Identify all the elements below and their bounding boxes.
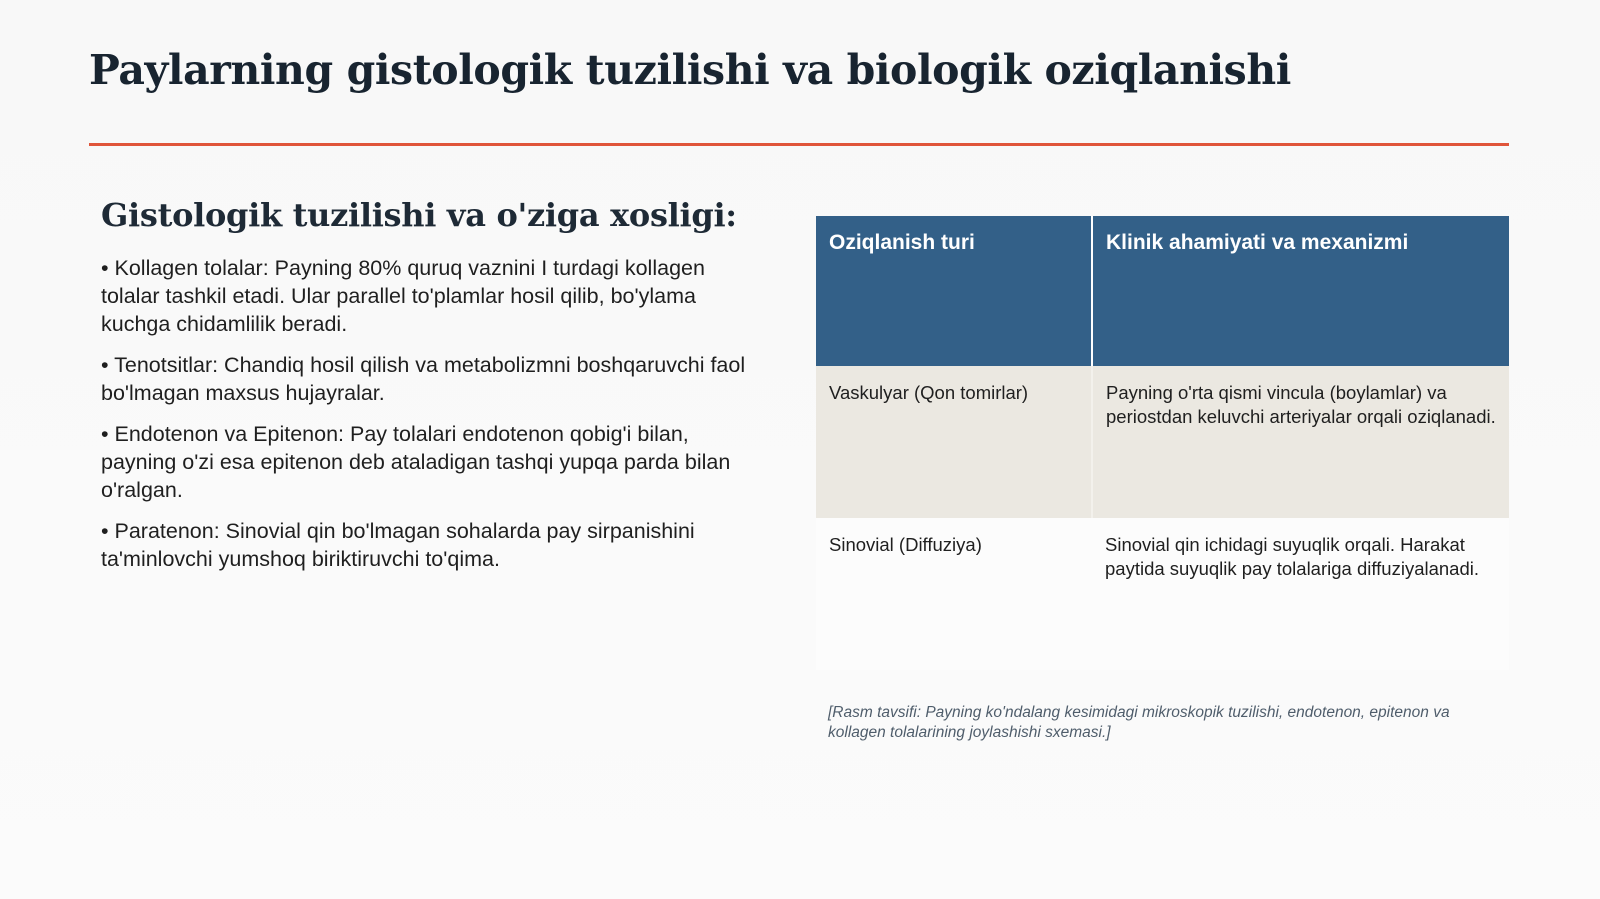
- table-cell: Payning o'rta qismi vincula (boylamlar) va periostdan keluvchi arteriyalar orqali oziqlanadi.: [1092, 366, 1509, 518]
- title-divider: [89, 143, 1509, 146]
- bullet-paratenon: • Paratenon: Sinovial qin bo'lmagan sohalarda pay sirpanishini ta'minlovchi yumshoq biriktiruvchi to'qima.: [101, 519, 695, 571]
- figure-caption: [Rasm tavsifi: Payning ko'ndalang kesimidagi mikroskopik tuzilishi, endotenon, epitenon va kollagen tolalarining joylashishi sxemasi.]: [828, 704, 1450, 741]
- bullet-endotenon-epitenon: • Endotenon va Epitenon: Pay tolalari endotenon qobig'i bilan, payning o'zi esa epitenon deb ataladigan tashqi yupqa parda bilan o'ralgan.: [101, 422, 731, 502]
- bullet-tenocytes: • Tenotsitlar: Chandiq hosil qilish va metabolizmni boshqaruvchi faol bo'lmagan maxsus hujayralar.: [101, 353, 746, 405]
- column-header-mechanism: Klinik ahamiyati va mexanizmi: [1092, 216, 1509, 366]
- table-cell: Vaskulyar (Qon tomirlar): [816, 366, 1092, 518]
- column-header-type: Oziqlanish turi: [816, 216, 1092, 366]
- bullet-collagen: • Kollagen tolalar: Payning 80% quruq vaznini I turdagi kollagen tolalar tashkil etadi. Ular parallel to'plamlar hosil qilib, bo'ylama kuchga chidamlilik beradi.: [101, 256, 705, 336]
- section-heading: Gistologik tuzilishi va o'ziga xosligi:: [101, 196, 737, 234]
- table-cell: Sinovial qin ichidagi suyuqlik orqali. Harakat paytida suyuqlik pay tolalariga diffuziyalanadi.: [1092, 518, 1509, 670]
- table-cell: Sinovial (Diffuziya): [816, 518, 1092, 670]
- nutrition-table-grid: [816, 216, 1509, 670]
- table-row: [816, 518, 1509, 670]
- table-header-row: [816, 216, 1509, 366]
- nutrition-table: [816, 216, 1509, 670]
- page-title: Paylarning gistologik tuzilishi va biologik oziqlanishi: [89, 46, 1291, 94]
- table-row: [816, 366, 1509, 518]
- histology-section: [101, 196, 761, 586]
